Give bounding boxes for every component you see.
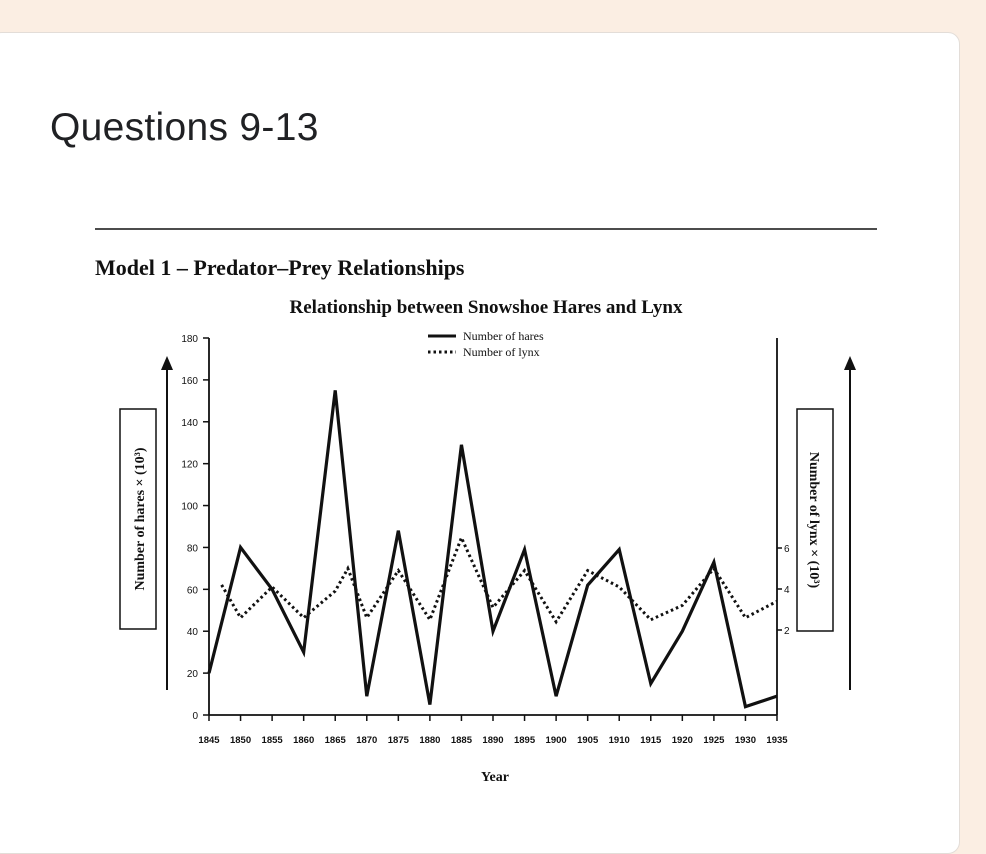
x-axis-ticks <box>198 715 788 746</box>
y-left-tick-label: 0 <box>192 711 198 722</box>
x-tick-label: 1860 <box>293 735 314 746</box>
y-left-tick-label: 180 <box>181 334 198 345</box>
y-axis-right-label: Number of lynx × (10³) <box>806 452 821 589</box>
chart-title: Relationship between Snowshoe Hares and Lynx <box>290 297 683 318</box>
series-layer <box>209 390 777 706</box>
page-heading: Questions 9-13 <box>50 106 319 150</box>
y-right-tick-label: 4 <box>784 585 790 596</box>
legend-label-lynx: Number of lynx <box>463 345 540 359</box>
left-axis-ticks <box>181 334 209 722</box>
x-tick-label: 1850 <box>230 735 251 746</box>
x-tick-label: 1870 <box>356 735 377 746</box>
x-tick-label: 1855 <box>262 735 284 746</box>
x-tick-label: 1915 <box>640 735 662 746</box>
series-line-hares <box>209 390 777 706</box>
y-left-tick-label: 160 <box>181 376 198 387</box>
x-tick-label: 1905 <box>577 735 599 746</box>
x-tick-label: 1880 <box>419 735 440 746</box>
x-axis-label: Year <box>481 770 509 785</box>
x-tick-label: 1845 <box>198 735 220 746</box>
y-left-tick-label: 120 <box>181 460 198 471</box>
x-tick-label: 1920 <box>672 735 693 746</box>
model-title: Model 1 – Predator–Prey Relationships <box>95 255 465 280</box>
right-axis-ticks <box>777 544 790 637</box>
y-left-tick-label: 80 <box>187 543 199 554</box>
y-left-tick-label: 100 <box>181 502 198 513</box>
x-tick-label: 1925 <box>703 735 725 746</box>
x-tick-label: 1930 <box>735 735 756 746</box>
x-tick-label: 1935 <box>766 735 788 746</box>
right-arrow-head <box>844 356 856 370</box>
x-tick-label: 1895 <box>514 735 536 746</box>
y-left-tick-label: 40 <box>187 627 199 638</box>
y-right-tick-label: 6 <box>784 544 790 555</box>
y-left-tick-label: 140 <box>181 418 198 429</box>
x-tick-label: 1865 <box>325 735 347 746</box>
y-right-tick-label: 2 <box>784 626 790 637</box>
left-arrow-head <box>161 356 173 370</box>
x-tick-label: 1885 <box>451 735 473 746</box>
x-tick-label: 1910 <box>609 735 630 746</box>
x-tick-label: 1900 <box>546 735 567 746</box>
x-tick-label: 1890 <box>482 735 503 746</box>
legend <box>428 329 544 359</box>
legend-label-hares: Number of hares <box>463 329 544 343</box>
x-tick-label: 1875 <box>388 735 410 746</box>
y-axis-left-label: Number of hares × (10³) <box>133 447 148 590</box>
y-left-tick-label: 60 <box>187 585 199 596</box>
y-left-tick-label: 20 <box>187 669 199 680</box>
